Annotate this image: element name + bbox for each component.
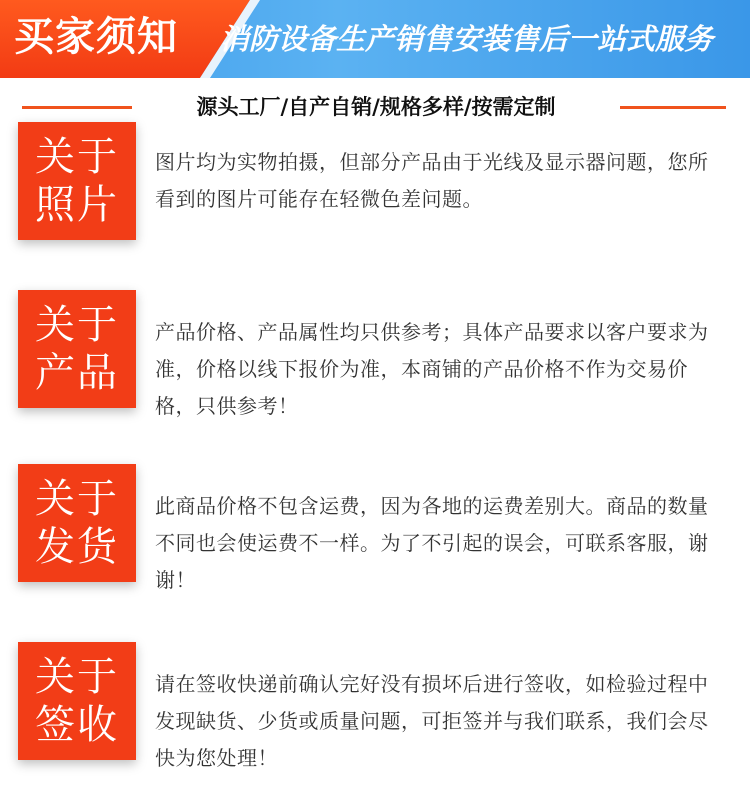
buyer-notice-title: 买家须知 (14, 14, 178, 60)
notice-receipt (0, 642, 750, 772)
notice-products (0, 290, 750, 420)
service-slogan: 消防设备生产销售安装售后一站式服务 (220, 22, 714, 56)
subtitle-divider-right (620, 106, 726, 109)
notice-badge-photos (18, 122, 136, 240)
badge-line1: 关于 (35, 654, 119, 700)
notice-text-photos: 图片均为实物拍摄，但部分产品由于光线及显示器问题，您所看到的图片可能存在轻微色差问题。 (155, 150, 709, 211)
badge-line2: 产品 (35, 350, 119, 396)
badge-line1: 关于 (35, 476, 119, 522)
notice-text-receipt: 请在签收快递前确认完好没有损坏后进行签收，如检验过程中发现缺货、少货或质量问题，可拒签并与我们联系，我们会尽快为您处理！ (155, 672, 709, 770)
subtitle-divider-left (22, 106, 132, 109)
notice-badge-shipping (18, 464, 136, 582)
badge-line2: 发货 (35, 524, 119, 570)
badge-line2: 签收 (35, 702, 119, 748)
notice-text-products: 产品价格、产品属性均只供参考；具体产品要求以客户要求为准，价格以线下报价为准，本商铺的产品价格不作为交易价格，只供参考！ (155, 320, 709, 418)
notice-text-shipping: 此商品价格不包含运费，因为各地的运费差别大。商品的数量不同也会使运费不一样。为了不引起的误会，可联系客服，谢谢！ (155, 494, 709, 592)
notice-shipping (0, 464, 750, 594)
badge-line1: 关于 (35, 134, 119, 180)
notice-badge-receipt (18, 642, 136, 760)
notice-photos (0, 122, 750, 252)
header-banner (0, 0, 750, 78)
badge-line1: 关于 (35, 302, 119, 348)
subtitle-text: 源头工厂/自产自销/规格多样/按需定制 (196, 95, 556, 119)
notice-badge-products (18, 290, 136, 408)
badge-line2: 照片 (35, 182, 119, 228)
